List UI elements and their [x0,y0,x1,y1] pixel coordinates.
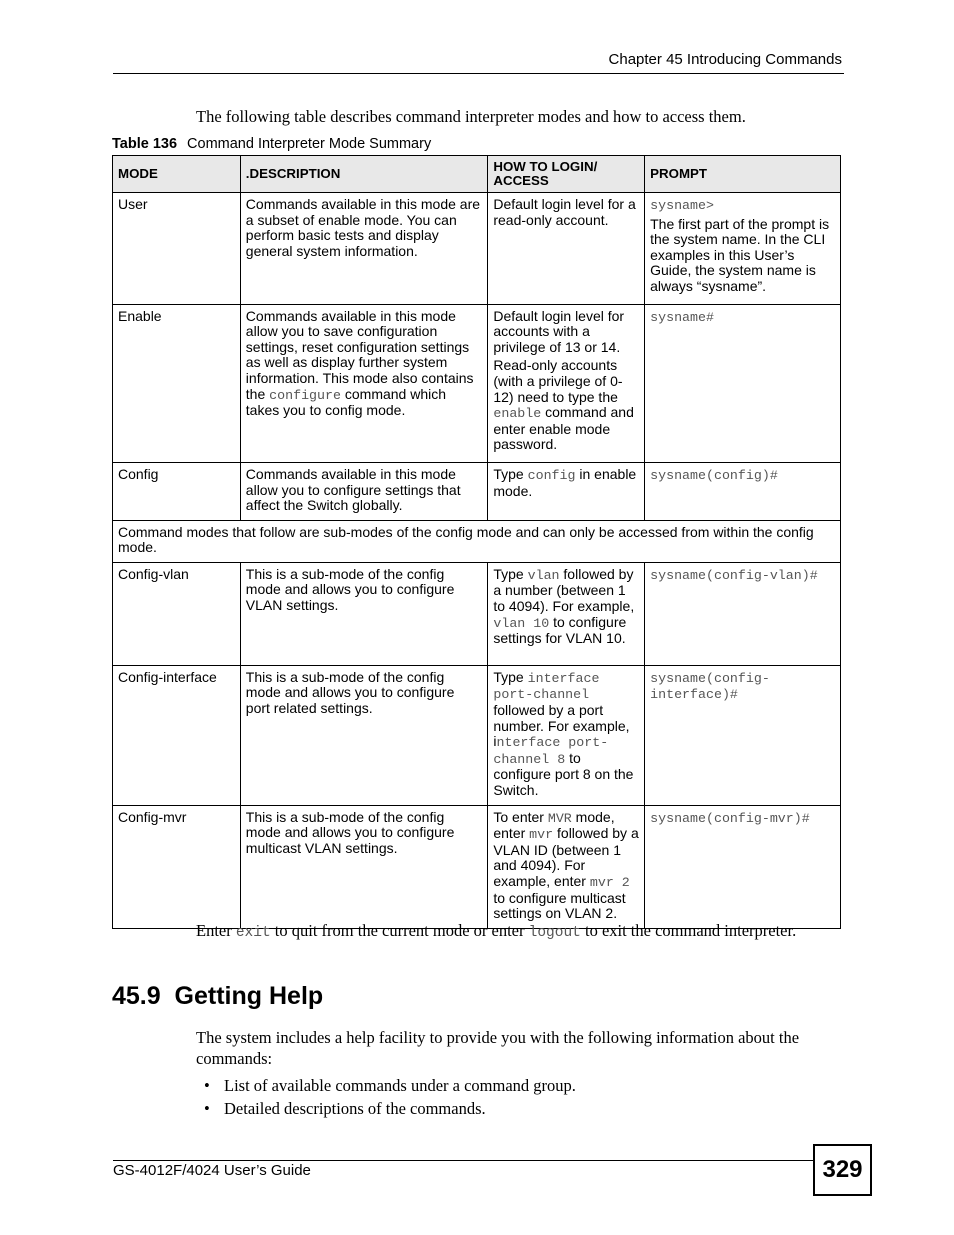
prompt-cell [645,193,841,305]
mode-cell: User [113,193,241,305]
description-text: command which takes you to config mode. [245,385,447,419]
bullet-icon: • [204,1076,210,1095]
prompt-code: sysname# [650,309,714,325]
prompt-code: sysname> [650,198,714,213]
login-text: Default login level for accounts with a privilege of 13 or 14. [493,307,625,355]
intro-paragraph: The following table describes command interpreter modes and how to access them. [196,107,746,126]
list-item [204,1099,576,1119]
prompt-code: sysname(config-vlan)# [650,567,818,583]
inline-code: mvr [529,827,554,843]
mode-cell: Config-interface [113,665,241,805]
mode-cell: Enable [113,304,241,462]
exit-command: exit [235,925,271,941]
page-number: 329 [813,1144,872,1196]
login-cell [488,304,645,462]
login-text-part: followed by a number (between 1 to 4094). For example, [493,565,635,615]
inline-code: interface port-channel [493,670,600,703]
chapter-header: Chapter 45 Introducing Commands [608,51,842,68]
table-header-row [113,156,841,193]
footer-rule [113,1160,813,1161]
prompt-cell [645,462,841,520]
table-note-row [113,520,841,562]
login-text-part: in enable mode. [493,465,637,499]
description-cell: Commands available in this mode allow you to configure settings that affect the Switch globally. [240,462,488,520]
login-cell [488,805,645,928]
exit-text: Enter [196,921,236,940]
login-cell: Default login level for a read-only account. [488,193,645,305]
table-caption-title: Command Interpreter Mode Summary [187,136,432,152]
mode-cell: Config-vlan [113,562,241,665]
login-text-part: mode, enter [493,808,615,842]
table-row [113,665,841,805]
login-cell [488,462,645,520]
prompt-cell [645,805,841,928]
inline-code: nterface port-channel 8 [493,735,609,767]
help-paragraph: The system includes a help facility to provide you with the following information about the commands: [196,1028,800,1068]
login-text-part: Type [493,668,528,685]
bullet-text: Detailed descriptions of the commands. [224,1099,486,1118]
login-text-part: To enter [493,808,548,825]
bullet-text: List of available commands under a command group. [224,1076,576,1095]
help-bullet-list [204,1076,576,1122]
header-prompt: PROMPT [645,156,841,193]
login-cell [488,665,645,805]
inline-code: mvr 2 [589,875,630,890]
exit-instruction [196,921,796,941]
list-item [204,1076,576,1096]
mode-summary-table [112,155,841,929]
login-text-part: Type [493,465,528,482]
table-row [113,562,841,665]
header-rule [113,73,844,74]
bullet-icon: • [204,1099,210,1118]
table-caption [112,136,431,152]
prompt-code: sysname(config)# [650,467,778,483]
description-cell: Commands available in this mode are a subset of enable mode. You can perform basic tests and display general system information. [240,193,488,305]
login-text [493,358,639,453]
description-cell: This is a sub-mode of the config mode and allows you to configure multicast VLAN settings. [240,805,488,928]
mode-cell: Config-mvr [113,805,241,928]
sub-mode-note: Command modes that follow are sub-modes of the config mode and can only be accessed from within the config mode. [113,520,841,562]
inline-code: configure [269,387,341,403]
prompt-code: sysname(config-interface)# [650,670,770,703]
login-text-part: to configure port 8 on the Switch. [493,749,634,799]
prompt-cell [645,665,841,805]
exit-text: to exit the command interpreter. [580,921,797,940]
login-text-part: to configure multicast settings on VLAN 2. [493,889,626,922]
header-login: HOW TO LOGIN/ ACCESS [488,156,645,193]
inline-code: vlan [527,567,560,583]
description-cell [240,304,488,462]
description-cell: This is a sub-mode of the config mode and allows you to configure port related settings. [240,665,488,805]
prompt-cell [645,562,841,665]
login-text-part: Type [493,565,528,582]
inline-code: enable [493,406,542,422]
header-mode: MODE [113,156,241,193]
inline-code: config [527,467,576,483]
login-cell [488,562,645,665]
login-text-part: Read-only accounts (with a privilege of 0-12) need to type the [493,357,623,405]
login-text-part: command and enter enable mode password. [493,404,634,453]
prompt-note: The first part of the prompt is the system name. In the CLI examples in this User’s Guide, the system name is always “sysname”. [650,215,830,294]
inline-code: vlan 10 [493,615,550,631]
table-row [113,193,841,305]
table-caption-label: Table 136 [112,136,178,152]
footer-guide-title: GS-4012F/4024 User’s Guide [113,1162,311,1179]
table-row [113,304,841,462]
login-text-part: followed by a VLAN ID (between 1 and 4094). For example, enter [493,825,639,889]
table-row [113,462,841,520]
inline-code: MVR [547,810,572,826]
login-text-part: followed by a port number. For example, i [493,702,630,750]
mode-cell: Config [113,462,241,520]
table-row [113,805,841,928]
prompt-cell [645,304,841,462]
exit-text: to quit from the current mode or enter [270,921,529,940]
login-text-part: to configure settings for VLAN 10. [493,613,627,647]
prompt-code: sysname(config-mvr)# [650,810,810,826]
header-description: .DESCRIPTION [240,156,488,193]
description-cell: This is a sub-mode of the config mode and allows you to configure VLAN settings. [240,562,488,665]
logout-command: logout [528,925,581,941]
description-text: Commands available in this mode allow you to save configuration settings, reset configuration settings as well as display further system information. This mode also contains the [245,307,474,402]
section-heading: 45.9 Getting Help [112,982,324,1010]
